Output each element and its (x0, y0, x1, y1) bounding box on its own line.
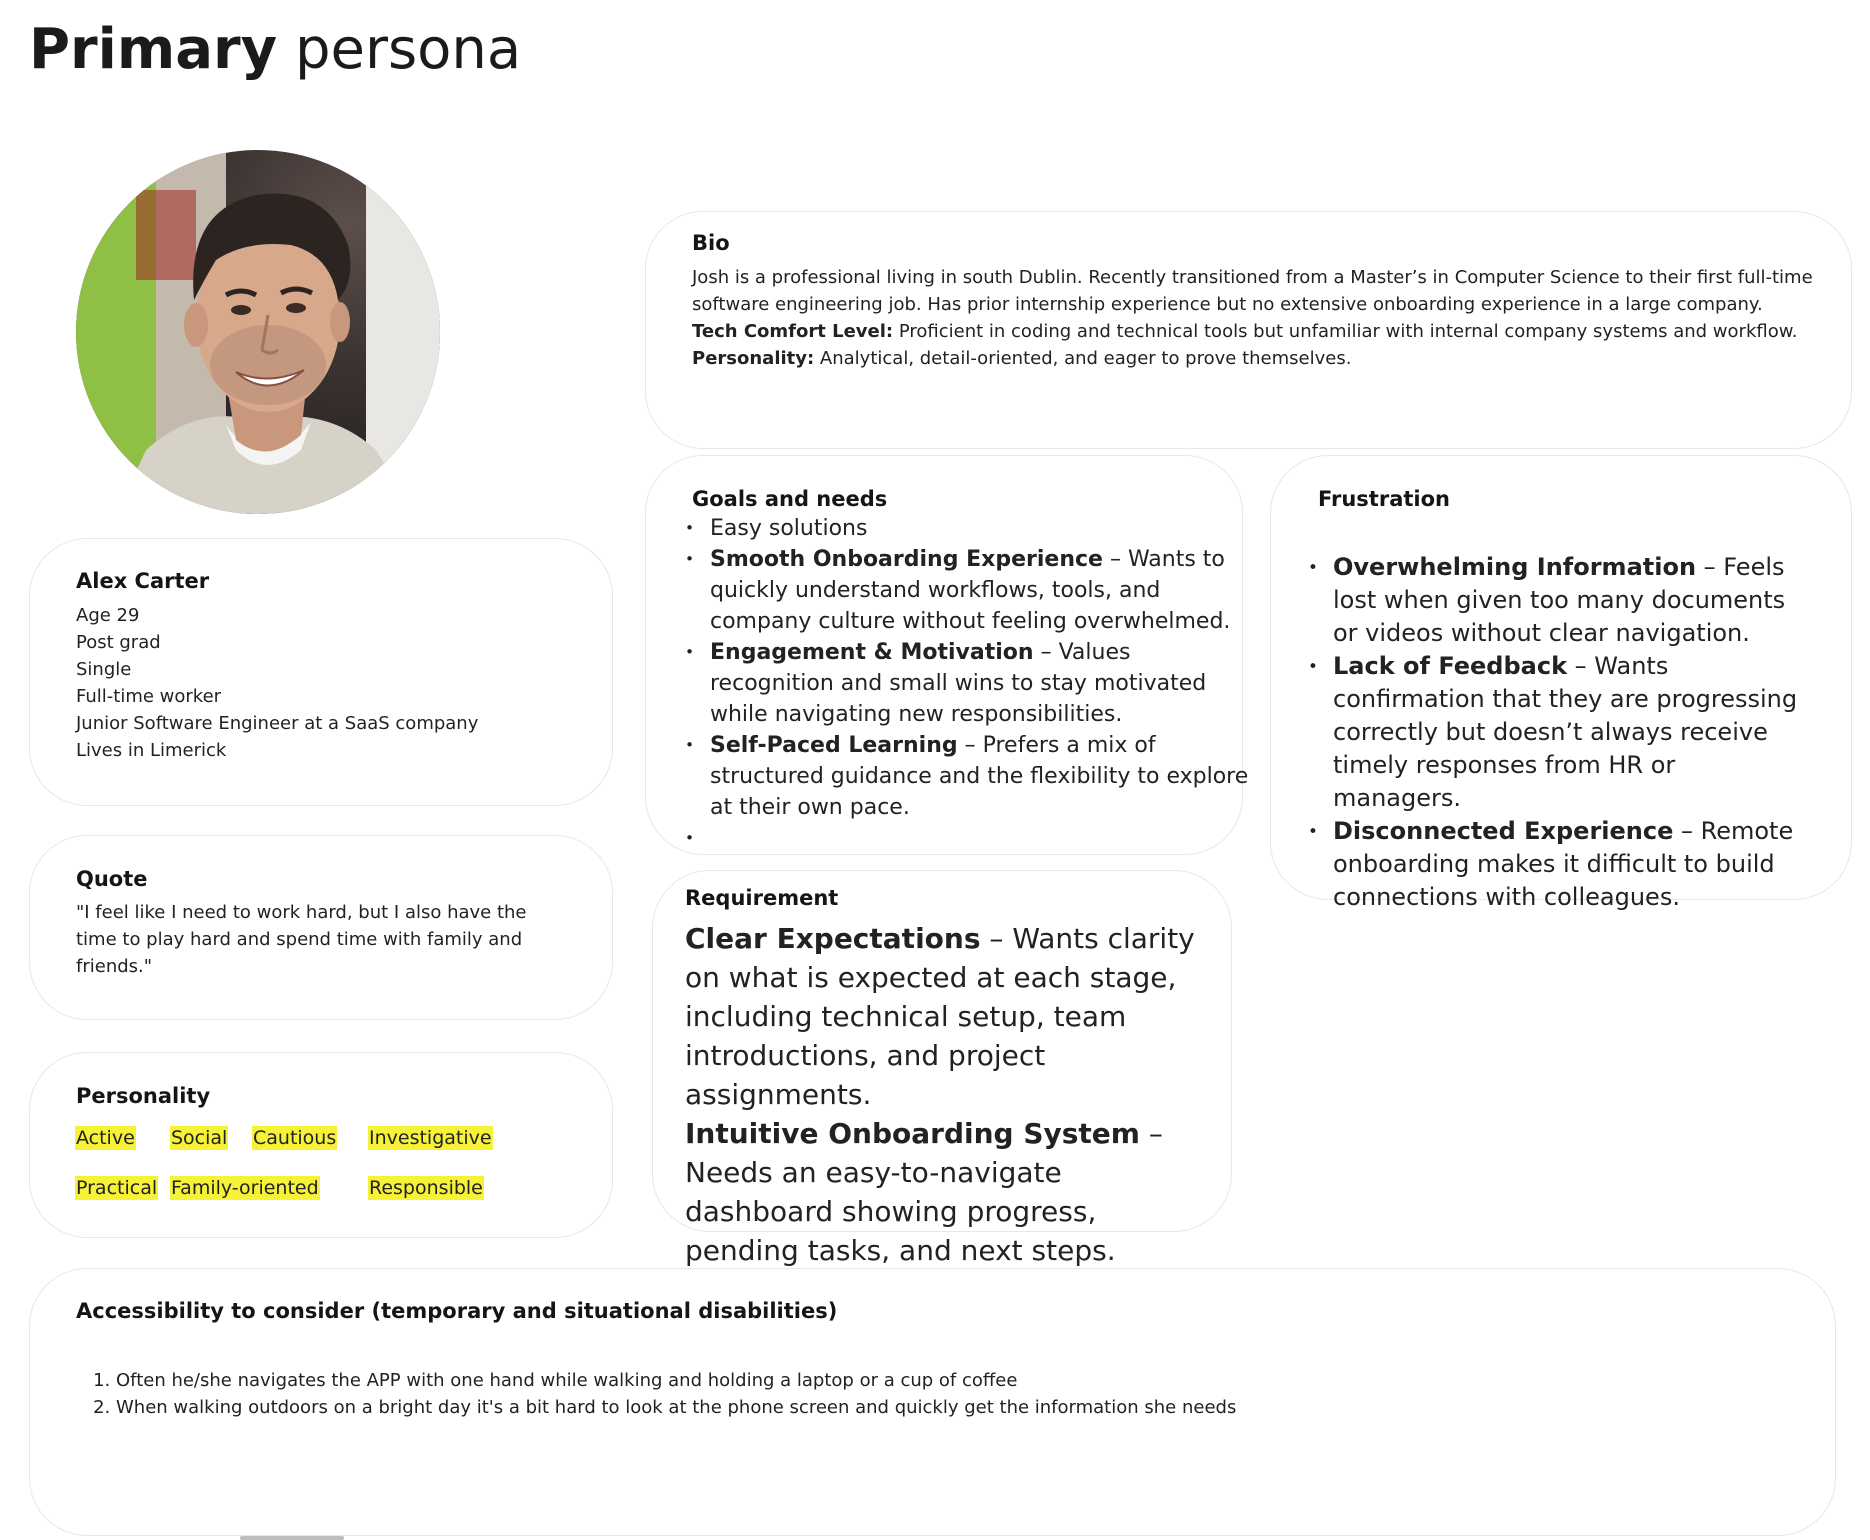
frustration-item (1308, 650, 1808, 815)
profile-detail: Full-time worker (76, 686, 222, 707)
frustration-item-text: – Remote onboarding makes it difficult to build connections with colleagues. (1333, 817, 1794, 911)
trait-tag: Investigative (369, 1127, 492, 1149)
bio-line: software engineering job. Has prior internship experience but no extensive onboarding experience in a large company. (692, 294, 1763, 315)
quote-heading: Quote (76, 867, 148, 891)
frustration-item (1308, 815, 1808, 914)
requirement-item-text: – Needs an easy-to-navigate dashboard showing progress, pending tasks, and next steps. (685, 1117, 1163, 1267)
requirement-item (685, 1114, 1205, 1270)
accessibility-list (76, 1367, 1816, 1421)
frustration-item-text: – Wants confirmation that they are progressing correctly but doesn’t always receive timely responses from HR or managers. (1333, 652, 1798, 812)
goals-heading: Goals and needs (692, 487, 888, 511)
trait-tag: Cautious (253, 1127, 337, 1149)
frustration-item (1308, 551, 1808, 650)
requirement-item-text: – Wants clarity on what is expected at each stage, including technical setup, team introductions, and project assignments. (685, 922, 1195, 1111)
profile-details (76, 602, 596, 764)
accessibility-item: 2. When walking outdoors on a bright day it's a bit hard to look at the phone screen and quickly get the information she needs (116, 1394, 1816, 1421)
quote-text (76, 899, 596, 980)
requirement-item (685, 919, 1205, 1114)
frustration-list (1308, 551, 1808, 914)
goals-item-title: Engagement & Motivation (710, 640, 1034, 665)
goals-list (685, 513, 1250, 845)
trait-tag: Practical (76, 1177, 158, 1199)
bio-tech (692, 318, 1842, 345)
profile-detail: Post grad (76, 632, 161, 653)
requirement-item-title: Intuitive Onboarding System (685, 1117, 1140, 1150)
goals-item-empty (685, 823, 1250, 845)
page-title-rest: persona (294, 17, 522, 82)
bio-line: Josh is a professional living in south Dublin. Recently transitioned from a Master’s in Computer Science to their first full-time (692, 267, 1813, 288)
goals-item-title: Smooth Onboarding Experience (710, 547, 1103, 572)
trait-tag: Family-oriented (171, 1177, 319, 1199)
goals-item-text: – Prefers a mix of structured guidance and the flexibility to explore at their own pace. (710, 733, 1249, 820)
personality-heading: Personality (76, 1084, 211, 1108)
trait-tag: Social (171, 1127, 228, 1149)
profile-detail: Junior Software Engineer at a SaaS company (76, 713, 479, 734)
trait-tag: Active (76, 1127, 135, 1149)
goals-item-title: Self-Paced Learning (710, 733, 958, 758)
person-portrait-icon (76, 150, 440, 514)
bio-personality (692, 345, 1842, 372)
page-title-bold: Primary (29, 17, 278, 82)
persona-photo (76, 150, 440, 514)
frustration-item-title: Lack of Feedback (1333, 652, 1568, 680)
frustration-item-text: – Feels lost when given too many documents or videos without clear navigation. (1333, 553, 1786, 647)
goals-item-text: Easy solutions (710, 516, 868, 541)
bio-personality-label: Personality: (692, 348, 815, 369)
quote-line: "I feel like I need to work hard, but I also have the (76, 902, 527, 923)
goals-item-text: – Wants to quickly understand workflows, tools, and company culture without feeling overwhelmed. (710, 547, 1231, 634)
frustration-item-title: Disconnected Experience (1333, 817, 1674, 845)
goals-item (685, 637, 1250, 730)
profile-detail: Age 29 (76, 605, 140, 626)
quote-line: time to play hard and spend time with family and (76, 929, 523, 950)
profile-detail: Single (76, 659, 132, 680)
frustration-item-title: Overwhelming Information (1333, 553, 1697, 581)
requirement-heading: Requirement (685, 886, 839, 910)
page-title (29, 12, 521, 88)
profile-detail: Lives in Limerick (76, 740, 227, 761)
accessibility-heading: Accessibility to consider (temporary and situational disabilities) (76, 1299, 838, 1323)
requirement-text (685, 919, 1205, 1270)
bio-text (692, 264, 1842, 372)
persona-name: Alex Carter (76, 569, 210, 593)
requirement-item-title: Clear Expectations (685, 922, 981, 955)
bio-heading: Bio (692, 231, 730, 255)
bio-tech-text: Proficient in coding and technical tools but unfamiliar with internal company systems and workflow. (893, 321, 1798, 342)
goals-item-text: – Values recognition and small wins to stay motivated while navigating new responsibilities. (710, 640, 1207, 727)
goals-item (685, 544, 1250, 637)
frustration-heading: Frustration (1318, 487, 1450, 511)
quote-line: friends." (76, 956, 153, 977)
horizontal-scrollbar[interactable] (240, 1536, 344, 1540)
goals-item (685, 730, 1250, 823)
bio-personality-text: Analytical, detail-oriented, and eager to prove themselves. (814, 348, 1352, 369)
trait-tag: Responsible (369, 1177, 483, 1199)
accessibility-item: 1. Often he/she navigates the APP with one hand while walking and holding a laptop or a cup of coffee (116, 1367, 1816, 1394)
bio-tech-label: Tech Comfort Level: (692, 321, 894, 342)
goals-item (685, 513, 1250, 544)
